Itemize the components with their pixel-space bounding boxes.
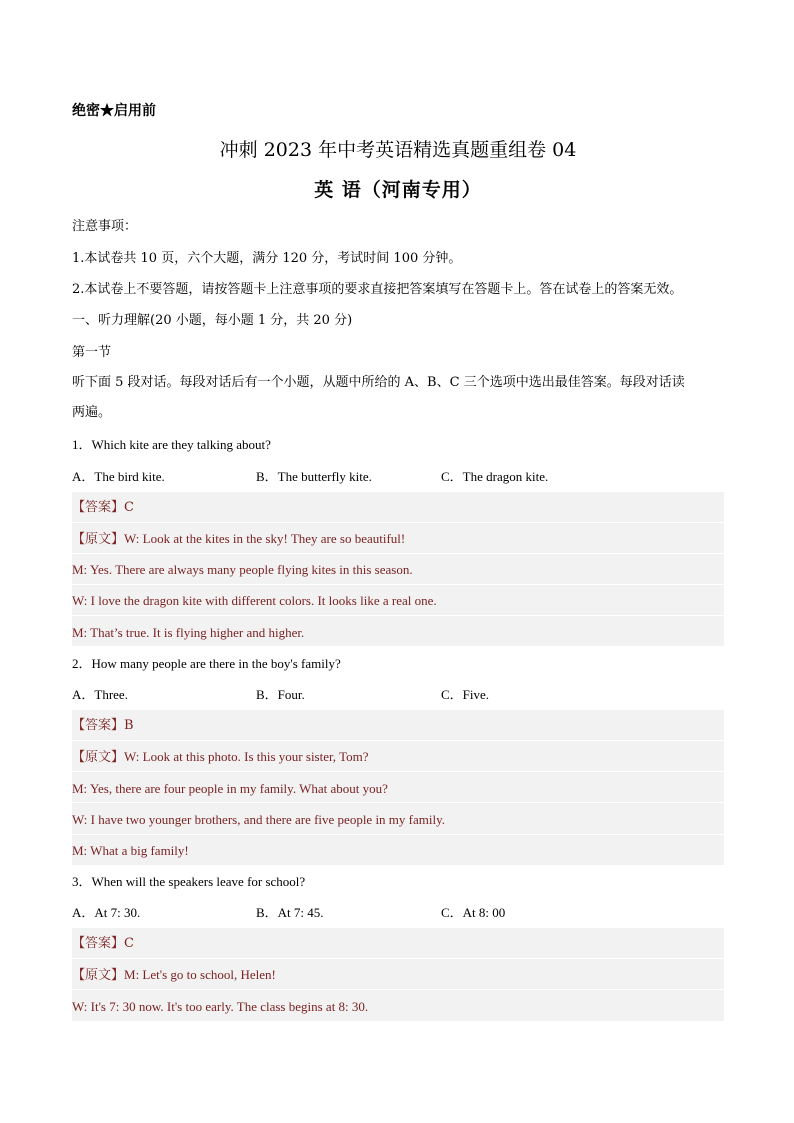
question-2-option-b: B．Four.: [256, 687, 305, 702]
question-3-option-c: C．At 8: 00: [441, 905, 506, 920]
confidential-label: 绝密★启用前: [72, 103, 156, 119]
question-3-script-line-1: 【原文】M: Let's go to school, Helen!: [72, 967, 276, 982]
exam-title: 冲刺 2023 年中考英语精选真题重组卷 04: [219, 139, 577, 161]
section-title: 一、听力理解(20 小题，每小题 1 分，共 20 分): [72, 313, 353, 328]
question-1-script-line-3: W: I love the dragon kite with different colors. It looks like a real one.: [72, 593, 437, 608]
script-label: 【原文】: [72, 967, 125, 982]
section-instruction-1: 听下面 5 段对话。每段对话后有一个小题，从题中所给的 A、B、C 三个选项中选出最佳答案。每段对话读: [72, 375, 685, 390]
question-1-script-line-1: 【原文】W: Look at the kites in the sky! They are so beautiful!: [72, 531, 406, 546]
notice-item-1: 1.本试卷共 10 页，六个大题，满分 120 分，考试时间 100 分钟。: [72, 251, 462, 266]
question-3-option-a: A．At 7: 30.: [72, 905, 141, 920]
section-instruction-2: 两遍。: [72, 405, 112, 420]
question-3-answer: 【答案】C: [72, 936, 134, 951]
question-1-script-line-2: M: Yes. There are always many people flying kites in this season.: [72, 562, 413, 577]
question-2-script-line-3: W: I have two younger brothers, and there are five people in my family.: [72, 812, 446, 827]
question-1-option-a: A．The bird kite.: [72, 469, 165, 484]
question-1-stem: 1．Which kite are they talking about?: [72, 437, 271, 452]
question-2-stem: 2．How many people are there in the boy's family?: [72, 656, 341, 671]
question-2-script-line-4: M: What a big family!: [72, 843, 189, 858]
section-part: 第一节: [72, 345, 112, 360]
question-3-script-line-2: W: It's 7: 30 now. It's too early. The class begins at 8: 30.: [72, 999, 369, 1014]
question-2-option-a: A．Three.: [72, 687, 128, 702]
exam-subtitle: 英 语（河南专用）: [314, 179, 482, 201]
question-2-option-c: C．Five.: [441, 687, 490, 702]
script-label: 【原文】: [72, 531, 125, 546]
question-1-answer: 【答案】C: [72, 500, 134, 515]
question-2-answer: 【答案】B: [72, 718, 134, 733]
notice-heading: 注意事项：: [72, 219, 138, 234]
notice-item-2: 2.本试卷上不要答题，请按答题卡上注意事项的要求直接把答案填写在答题卡上。答在试卷上的答案无效。: [72, 282, 683, 297]
question-2-script-line-2: M: Yes, there are four people in my family. What about you?: [72, 781, 388, 796]
question-1-script-line-4: M: That’s true. It is flying higher and higher.: [72, 625, 305, 640]
script-label: 【原文】: [72, 749, 125, 764]
question-3-option-b: B．At 7: 45.: [256, 905, 324, 920]
question-1-option-b: B．The butterfly kite.: [256, 469, 372, 484]
question-3-stem: 3．When will the speakers leave for school?: [72, 874, 306, 889]
question-1-option-c: C．The dragon kite.: [441, 469, 549, 484]
question-2-script-line-1: 【原文】W: Look at this photo. Is this your sister, Tom?: [72, 749, 369, 764]
